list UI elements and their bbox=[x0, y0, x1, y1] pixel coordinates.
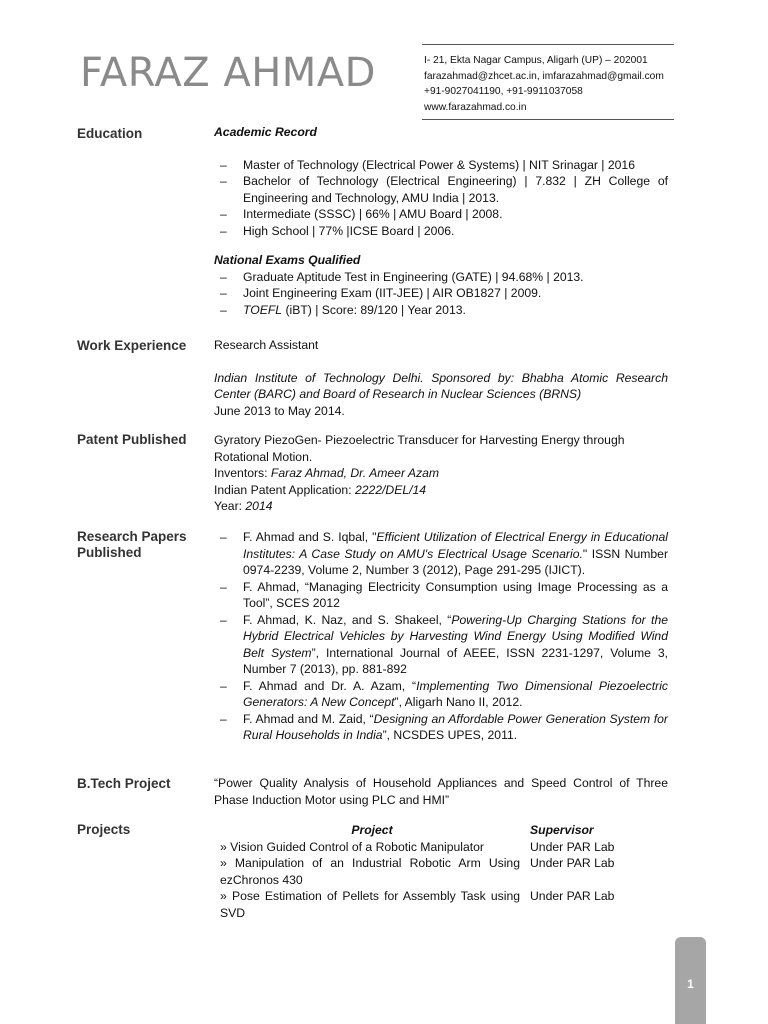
year-label: Year: bbox=[214, 499, 246, 513]
project-name: » Vision Guided Control of a Robotic Manipulator bbox=[220, 839, 484, 854]
list-item: – Graduate Aptitude Test in Engineering (GATE) | 94.68% | 2013. bbox=[214, 269, 668, 286]
label-line: Research Papers bbox=[77, 529, 187, 544]
email-addresses: farazahmad@zhcet.ac.in, imfarazahmad@gmail.com bbox=[424, 70, 664, 82]
work-dates: June 2013 to May 2014. bbox=[214, 403, 345, 418]
patent-title: Gyratory PiezoGen- Piezoelectric Transducer for Harvesting Energy through Rotational Motion. bbox=[214, 433, 625, 464]
website-link[interactable]: www.farazahmad.co.in bbox=[424, 101, 527, 113]
list-item: – Bachelor of Technology (Electrical Engineering) | 7.832 | ZH College of Engineering and Technology, AMU India | 2013. bbox=[214, 173, 668, 206]
paper-authors: F. Ahmad and Dr. A. Azam, “ bbox=[243, 678, 417, 693]
paper-authors: F. Ahmad and M. Zaid, “ bbox=[243, 711, 374, 726]
toefl-name: TOEFL bbox=[243, 302, 283, 317]
work-content bbox=[214, 337, 668, 419]
papers-content bbox=[214, 529, 668, 744]
education-content bbox=[214, 124, 668, 318]
label-line: Published bbox=[77, 545, 142, 560]
application-value: 2222/DEL/14 bbox=[354, 482, 427, 497]
project-name: » Pose Estimation of Pellets for Assembly Task using SVD bbox=[220, 889, 520, 920]
paper-title: Powering-Up Charging Stations for the Hybrid Electrical Vehicles by Harvesting Wind Energy Using Modified Wind Belt System bbox=[243, 612, 668, 660]
paper-authors: F. Ahmad, “Managing Electricity Consumption using Image Processing as a Tool”, SCES 2012 bbox=[243, 579, 668, 610]
patent-year bbox=[214, 498, 668, 515]
work-title: Research Assistant bbox=[214, 338, 319, 352]
table-row bbox=[214, 839, 634, 856]
inventors-label: Inventors: bbox=[214, 466, 271, 480]
paper-venue: ”, International Journal of AEEE, ISSN 2231-1297, Volume 3, Number 7 (2013), pp. 881-892 bbox=[243, 645, 668, 676]
list-item bbox=[214, 302, 668, 319]
list-item bbox=[214, 711, 668, 744]
list-item: – Joint Engineering Exam (IIT-JEE) | AIR OB1827 | 2009. bbox=[214, 285, 668, 302]
application-label: Indian Patent Application: bbox=[214, 482, 355, 497]
section-label-education: Education bbox=[77, 126, 143, 141]
list-item bbox=[214, 678, 668, 711]
list-item: – Master of Technology (Electrical Power & Systems) | NIT Srinagar | 2016 bbox=[214, 157, 668, 174]
paper-authors: F. Ahmad and S. Iqbal, " bbox=[243, 530, 377, 544]
inventors-value: Faraz Ahmad, Dr. Ameer Azam bbox=[270, 466, 440, 480]
table-row bbox=[214, 855, 634, 888]
resume-name: FARAZ AHMAD bbox=[80, 50, 376, 96]
project-supervisor: Under PAR Lab bbox=[530, 839, 615, 854]
patent-content bbox=[214, 432, 668, 515]
paper-title: Designing an Affordable Power Generation System for Rural Households in India bbox=[243, 711, 668, 742]
work-organization: Indian Institute of Technology Delhi. Sponsored by: Bhabha Atomic Research Center (BARC) and Board of Research in Nuclear Sciences (BRNS) bbox=[214, 370, 668, 401]
project-name: » Manipulation of an Industrial Robotic Arm Using ezChronos 430 bbox=[220, 856, 520, 887]
paper-venue: ”, NCSDES UPES, 2011. bbox=[382, 728, 518, 742]
year-value: 2014 bbox=[245, 499, 273, 513]
paper-venue: " ISSN Number 0974-2239, Volume 2, Number 3 (2012), Page 291-295 (IJICT). bbox=[243, 546, 668, 577]
list-item: – Intermediate (SSSC) | 66% | AMU Board | 2008. bbox=[214, 206, 668, 223]
list-item bbox=[214, 579, 668, 612]
column-header-project: Project bbox=[351, 823, 393, 837]
page-number-tab bbox=[675, 937, 706, 1024]
paper-title: Efficient Utilization of Electrical Energy in Educational Institutes: A Case Study on AMU's Electrical Usage Scenario. bbox=[243, 530, 669, 561]
project-supervisor: Under PAR Lab bbox=[530, 856, 615, 870]
national-exams-list bbox=[214, 269, 668, 319]
list-item bbox=[214, 612, 668, 678]
academic-record-heading: Academic Record bbox=[214, 125, 317, 139]
page-number: 1 bbox=[687, 977, 694, 991]
section-label-patent: Patent Published bbox=[77, 432, 187, 447]
contact-block bbox=[422, 44, 674, 120]
list-item bbox=[214, 529, 668, 579]
section-label-projects: Projects bbox=[77, 822, 131, 837]
academic-record-list bbox=[214, 157, 668, 240]
paper-venue: ”, Aligarh Nano II, 2012. bbox=[394, 695, 523, 709]
papers-list bbox=[214, 529, 668, 744]
phone-numbers: +91-9027041190, +91-9911037058 bbox=[424, 86, 583, 97]
patent-inventors bbox=[214, 465, 668, 482]
table-row bbox=[214, 888, 634, 921]
section-label-work-experience: Work Experience bbox=[77, 338, 187, 353]
patent-application bbox=[214, 482, 668, 499]
projects-content bbox=[214, 822, 634, 921]
address: I- 21, Ekta Nagar Campus, Aligarh (UP) – 202001 bbox=[424, 55, 648, 66]
btech-content bbox=[214, 775, 668, 808]
section-label-research-papers bbox=[77, 529, 187, 561]
column-header-supervisor: Supervisor bbox=[530, 823, 594, 837]
paper-title: Implementing Two Dimensional Piezoelectric Generators: A New Concept bbox=[243, 678, 668, 709]
national-exams-heading: National Exams Qualified bbox=[214, 253, 361, 267]
projects-table bbox=[214, 822, 634, 921]
project-supervisor: Under PAR Lab bbox=[530, 889, 615, 903]
toefl-details: (iBT) | Score: 89/120 | Year 2013. bbox=[282, 302, 466, 317]
list-item: – High School | 77% |ICSE Board | 2006. bbox=[214, 223, 668, 240]
paper-authors: F. Ahmad, K. Naz, and S. Shakeel, “ bbox=[243, 612, 452, 627]
section-label-btech-project: B.Tech Project bbox=[77, 776, 171, 791]
btech-project-title: “Power Quality Analysis of Household Appliances and Speed Control of Three Phase Induction Motor using PLC and HMI” bbox=[214, 776, 668, 807]
